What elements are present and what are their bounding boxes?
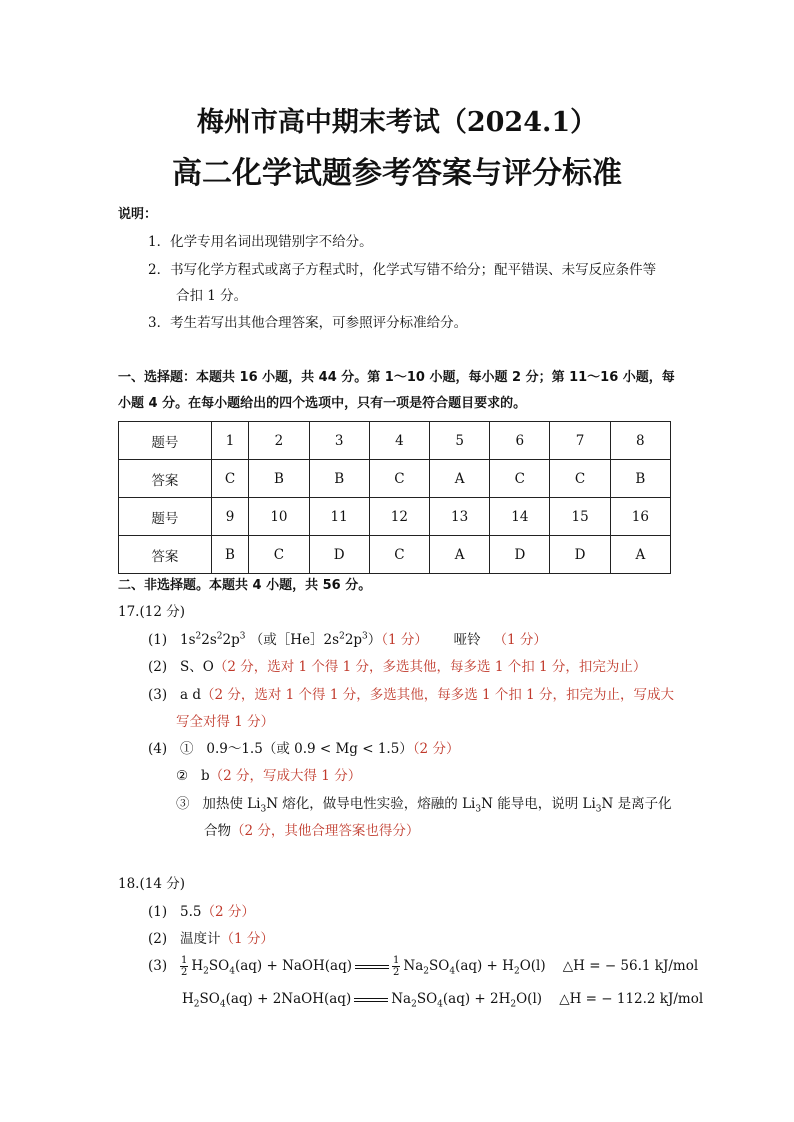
q17-part1 (148, 628, 547, 648)
q17-p1-config: $1s^22s^22p^3$ (180, 631, 246, 648)
q17-p4-num: (4) (148, 741, 168, 757)
table-cell: 13 (430, 498, 490, 536)
q18-part3-eq2: $H_2SO_4(aq)$ + 2NaOH(aq) $Na_2SO_4(aq) + 2H_2O(l)$ △H = − 112.2 kJ/mol (182, 991, 704, 1010)
q17-p2-score: （2 分，选对 1 个得 1 分，多选其他，每多选 1 个扣 1 分，扣完为止） (213, 659, 647, 675)
table-cell: 8 (610, 422, 670, 460)
q17-p1-score: （1 分） (381, 632, 428, 648)
table-cell: B (249, 460, 309, 498)
fraction-half: $\frac{1}{2}$ (393, 955, 400, 978)
q17-p4-iii-text-b: N 熔化，做导电性实验，熔融的 Li (266, 796, 476, 812)
section1-intro-line2: 小题 4 分。在每小题给出的四个选项中，只有一项是符合题目要求的。 (118, 396, 527, 411)
q17-p2-answer: S、O (180, 659, 214, 675)
page-title: 梅州市高中期末考试（2024.1） (196, 107, 598, 138)
q17-p1-num: (1) (148, 632, 168, 648)
table-cell: C (490, 460, 550, 498)
q17-part4-iii-cont (204, 819, 419, 839)
table-cell: 3 (309, 422, 369, 460)
table-row (119, 422, 671, 460)
answer-table (118, 421, 671, 574)
table-cell: 10 (249, 498, 309, 536)
q17-p3-score: （2 分，选对 1 个得 1 分，多选其他，每多选 1 个扣 1 分，扣完为止，写成大 (200, 687, 675, 703)
q18-eq1-dh: △H = − 56.1 kJ/mol (562, 958, 699, 974)
table-cell: 16 (610, 498, 670, 536)
q18-part3-eq1: (3) $\frac{1}{2}$ $H_2SO_4(aq)$ + NaOH(aq) $\frac{1}{2}$ $Na_2SO_4(aq) + H_2O(l)$ △H = − 56.1 kJ/mol (148, 955, 699, 978)
table-row (119, 498, 671, 536)
table-cell: B (610, 460, 670, 498)
table-cell: B (211, 536, 249, 574)
q18-p2-num: (2) (148, 931, 168, 947)
q18-p1-num: (1) (148, 904, 168, 920)
table-row-label: 答案 (119, 460, 212, 498)
table-row (119, 536, 671, 574)
q17-p1-alt: （或$[He]2s^22p^3$） (249, 631, 382, 648)
q17-p4-iii-mark: ③ (176, 796, 190, 812)
q17-header: 17.(12 分) (118, 604, 185, 620)
table-cell: C (211, 460, 249, 498)
q17-p4-i-score: （2 分） (412, 741, 460, 757)
q17-p4-i-answer: 0.9～1.5（或 0.9 < Mg < 1.5） (206, 741, 413, 757)
q17-p4-iii-text-e: 合物 (204, 823, 231, 839)
table-cell: 15 (550, 498, 610, 536)
note-2-cont: 合扣 1 分。 (176, 288, 248, 304)
table-cell: 6 (490, 422, 550, 460)
equals-arrow-icon (354, 998, 388, 1002)
table-cell: 14 (490, 498, 550, 536)
table-cell: 5 (430, 422, 490, 460)
table-cell: C (369, 536, 429, 574)
q18-p3-num: (3) (148, 958, 168, 974)
q17-p1-shape: 哑铃 (453, 632, 481, 648)
table-cell: 1 (211, 422, 249, 460)
section1-intro-line1: 一、选择题：本题共 16 小题，共 44 分。第 1～10 小题，每小题 2 分；第 11～16 小题，每 (118, 370, 675, 385)
q17-p4-i-mark: ① (180, 741, 194, 757)
table-row-label: 题号 (119, 422, 212, 460)
fraction-half: $\frac{1}{2}$ (181, 955, 188, 978)
equals-arrow-icon (355, 965, 389, 969)
q17-part4-iii: ③ 加热使 $Li_3N$ 熔化，做导电性实验，熔融的 $Li_3N$ 能导电，说明 $Li_3N$ 是离子化 (176, 796, 672, 815)
table-cell: C (249, 536, 309, 574)
table-cell: C (550, 460, 610, 498)
q18-part2 (148, 927, 274, 947)
table-cell: C (369, 460, 429, 498)
q17-p4-iii-text-d: N 是离子化 (601, 796, 672, 812)
page-subtitle: 高二化学试题参考答案与评分标准 (172, 156, 622, 191)
table-cell: B (309, 460, 369, 498)
q18-p1-score: （2 分） (201, 904, 255, 920)
q18-eq2-dh: △H = − 112.2 kJ/mol (559, 991, 704, 1007)
q18-p2-score: （1 分） (220, 931, 274, 947)
q17-p3-answer: a d (180, 687, 201, 703)
q18-header: 18.(14 分) (118, 876, 185, 892)
q17-part4-ii (176, 764, 361, 784)
table-cell: D (490, 536, 550, 574)
q17-p4-ii-mark: ② (176, 768, 189, 784)
q17-p3-score-cont: 写全对得 1 分） (176, 714, 275, 730)
q17-part4-i (148, 737, 459, 757)
notes-heading: 说明： (118, 207, 158, 222)
table-cell: D (309, 536, 369, 574)
q17-p4-ii-score: （2 分，写成大得 1 分） (209, 768, 362, 784)
q17-p2-num: (2) (148, 659, 168, 675)
table-row-label: 答案 (119, 536, 212, 574)
q17-p4-iii-text-a: 加热使 Li (202, 796, 261, 812)
table-cell: 11 (309, 498, 369, 536)
section2-heading: 二、非选择题。本题共 4 小题，共 56 分。 (118, 578, 372, 593)
table-cell: 4 (369, 422, 429, 460)
q17-p3-num: (3) (148, 687, 168, 703)
q17-part3 (148, 683, 674, 703)
table-cell: A (610, 536, 670, 574)
table-cell: D (550, 536, 610, 574)
q18-part1 (148, 900, 255, 920)
q18-p1-answer: 5.5 (180, 904, 202, 920)
table-cell: 12 (369, 498, 429, 536)
q18-p2-answer: 温度计 (180, 931, 221, 947)
q17-part2 (148, 655, 646, 675)
table-cell: A (430, 460, 490, 498)
table-cell: 9 (211, 498, 249, 536)
table-cell: 2 (249, 422, 309, 460)
table-row-label: 题号 (119, 498, 212, 536)
q17-p4-iii-text-c: N 能导电，说明 Li (481, 796, 596, 812)
q17-p4-iii-score: （2 分，其他合理答案也得分） (231, 823, 420, 839)
q17-p4-ii-answer: b (200, 768, 210, 784)
note-3: 3．考生若写出其他合理答案，可参照评分标准给分。 (148, 315, 468, 331)
table-cell: 7 (550, 422, 610, 460)
q17-p1-shape-score: （1 分） (493, 632, 547, 648)
table-row (119, 460, 671, 498)
table-cell: A (430, 536, 490, 574)
note-1: 1．化学专用名词出现错别字不给分。 (148, 234, 373, 250)
note-2: 2．书写化学方程式或离子方程式时，化学式写错不给分；配平错误、未写反应条件等 (148, 262, 657, 278)
